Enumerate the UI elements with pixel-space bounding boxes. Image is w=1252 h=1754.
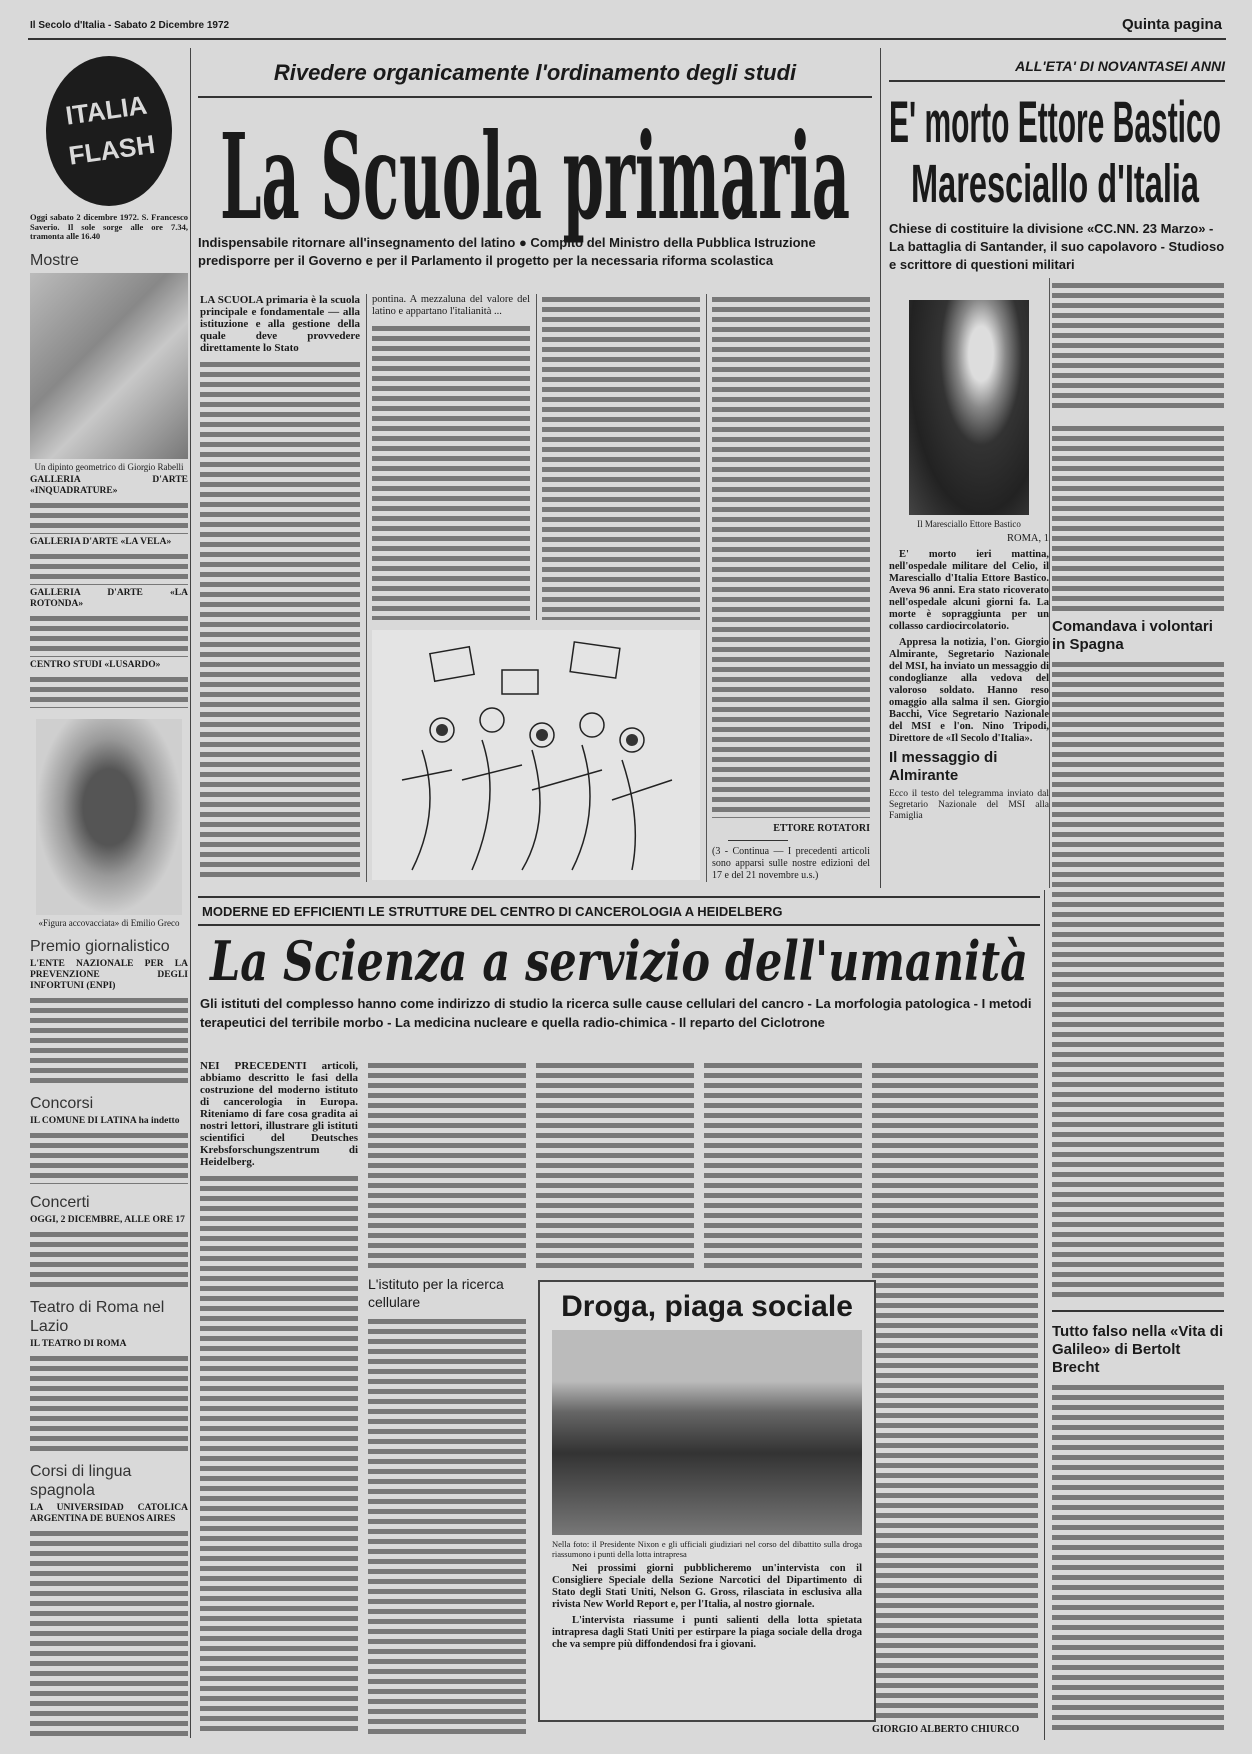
article-kicker: MODERNE ED EFFICIENTI LE STRUTTURE DEL CENTRO DI CANCEROLOGIA A HEIDELBERG [202,904,783,919]
divider [706,294,707,882]
text-block [1052,1382,1224,1732]
divider [1052,1310,1224,1312]
cartoon-illustration [372,630,700,880]
header-rule [28,38,1226,40]
mostre-item: CENTRO STUDI «LUSARDO» [30,659,161,670]
divider [1049,278,1050,888]
article-subtitle: Gli istituti del complesso hanno come indirizzo di studio la ricerca sulle cause cellulari del cancro - La morfologia patologica - I metodi terapeutici del terribile morbo - La medicina nucleare e quella radio-chimica - Il reparto del Ciclotrone [200,996,1032,1030]
text-block [30,1229,188,1289]
column-2 [368,1060,526,1736]
subhead-spagna: Comandava i volontari in Spagna [1052,618,1213,653]
text-block [542,294,700,620]
box-title: Droga, piaga sociale [561,1290,853,1323]
headline-2-wrap [881,148,1227,214]
divider [889,80,1225,82]
bastico-paragraph-1: E' morto ieri mattina, nell'ospedale militare del Celio, il Maresciallo d'Italia Ettore Bastico. Aveva 96 anni. Era stato ricoverato nell'ospedale alcuni giorni fa. La morte è sopraggiunta per un collasso cardiocircolatorio. [889,549,1049,632]
photo-caption: Nella foto: il Presidente Nixon e gli ufficiali giudiziari nel corso del dibattito sulla droga riassumono i punti della lotta intrapresa [552,1539,862,1559]
column-2-text: pontina. A mezzaluna del valore del latino e appartano l'italianità ... [372,294,530,317]
column-3 [542,294,700,620]
italia-flash-logo [46,56,172,206]
text-block [368,1316,526,1736]
divider [198,924,1040,926]
painting-caption: Un dipinto geometrico di Giorgio Rabelli [34,461,184,472]
article-byline: ETTORE ROTATORI [773,823,870,834]
text-block [30,1528,188,1739]
bastico-paragraph-3: Ecco il testo del telegramma inviato dal Segretario Nazionale del MSI alla Famiglia [889,789,1049,821]
column-2 [372,294,530,620]
column-1 [200,1060,358,1736]
logo-text: ITALIA FLASH [63,89,157,171]
text-block [536,1060,694,1270]
teatro-item: IL TEATRO DI ROMA [30,1338,127,1349]
sidebar-italia-flash [28,48,191,1738]
cartoon-drawing [372,630,700,880]
page-label: Quinta pagina [1121,16,1222,33]
subhead-almirante: Il messaggio di Almirante [889,749,998,784]
mostre-item: GALLERIA D'ARTE «INQUADRATURE» [30,474,188,496]
day-info: Oggi sabato 2 dicembre 1972. S. Francesco Saverio. Il sole sorge alle ore 7.34, tramonta alle 16.40 [30,212,188,241]
article-subtitle: Indispensabile ritornare all'insegnamento del latino ● Compito del Ministro della Pubblica Istruzione predisporre per il Governo e per il Parlamento il progetto per la necessaria riforma scolastica [198,235,816,268]
text-block [200,1173,358,1736]
column-5 [872,1060,1038,1736]
text-block [1052,659,1224,1299]
headline-line-1: E' morto Ettore Bastico [889,90,1221,155]
section-title-premio: Premio giornalistico [30,937,170,955]
divider [198,896,1040,898]
headline-wrap [198,930,1040,992]
text-block [200,359,360,882]
mostre-item: GALLERIA D'ARTE «LA ROTONDA» [30,587,188,609]
divider [728,840,788,841]
section-title-concorsi: Concorsi [30,1094,94,1112]
article-headline: La Scuola primaria [220,107,850,246]
box-droga [538,1280,876,1722]
article-note: (3 - Continua — I precedenti articoli sono apparsi sulle nostre edizioni del 17 e del 21 novembre u.s.) [712,846,870,881]
painting-image [30,273,188,459]
text-block [1052,280,1224,410]
article-headline: La Scienza a servizio dell'umanità [208,929,1028,993]
text-block [30,1353,188,1453]
text-block [368,1060,526,1270]
corsi-item: LA UNIVERSIDAD CATOLICA ARGENTINA DE BUENOS AIRES [30,1502,188,1524]
article-lead: LA SCUOLA primaria è la scuola principale e fondamentale — alla istituzione e alla gestione della quale deve provvedere direttamente lo Stato [200,294,360,354]
article-kicker: Rivedere organicamente l'ordinamento degli studi [273,60,797,85]
article-lead: NEI PRECEDENTI articoli, abbiamo descritto le fasi della costruzione del moderno istituto di cancerologia in Europa. Riteniamo di fare cosa gradita ai nostri lettori, illustrare gli istituti scientifici del Deutsches Krebsforschungszentrum di Heidelberg. [200,1060,358,1168]
column-4 [712,294,870,882]
bastico-column-1 [889,300,1049,886]
section-title-teatro: Teatro di Roma nel Lazio [30,1298,165,1335]
sculpture-caption: «Figura accovacciata» di Emilio Greco [38,917,180,928]
right-column [1052,280,1224,1732]
article-kicker: ALL'ETA' DI NOVANTASEI ANNI [1015,58,1225,74]
meeting-photo [552,1330,862,1535]
text-block [372,323,530,620]
text-block [1052,423,1224,613]
bastico-portrait-photo [909,300,1029,515]
sculpture-image [36,719,182,915]
text-block [30,613,188,657]
section-title-mostre: Mostre [30,251,79,269]
text-block [30,995,188,1085]
divider [198,96,872,98]
text-block [30,551,188,585]
subhead-galileo: Tutto falso nella «Vita di Galileo» di Bertolt Brecht [1052,1323,1224,1376]
article-subtitle: Chiese di costituire la divisione «CC.NN. 23 Marzo» - La battaglia di Santander, il suo capolavoro - Studioso e scrittore di questioni militari [889,221,1225,272]
concorsi-item: IL COMUNE DI LATINA ha indetto [30,1115,180,1126]
text-block [30,500,188,534]
article-scuola-primaria [198,48,872,888]
mostre-item: GALLERIA D'ARTE «LA VELA» [30,536,172,547]
text-block [30,674,188,708]
divider [366,294,367,882]
concerti-item: OGGI, 2 DICEMBRE, ALLE ORE 17 [30,1214,185,1225]
divider [1044,890,1045,1740]
dateline: ROMA, 1 [1006,533,1049,544]
headline-wrap [198,104,872,246]
article-byline: GIORGIO ALBERTO CHIURCO [872,1724,1020,1735]
divider [536,294,537,620]
column-1 [200,294,360,882]
bastico-paragraph-2: Appresa la notizia, l'on. Giorgio Almirante, Segretario Nazionale del MSI, ha inviato un messaggio di condoglianze alla vedova del valoroso soldato. Hanno reso omaggio alla salma il sen. Giorgio Bacchi, Vice Segretario Nazionale del MSI e l'on. Nino Tripodi, Direttore de «Il Secolo d'Italia». [889,637,1049,744]
masthead-date: Il Secolo d'Italia - Sabato 2 Dicembre 1972 [30,20,230,31]
droga-paragraph-1: Nei prossimi giorni pubblicheremo un'intervista con il Consigliere Speciale della Sezione Narcotici del Dipartimento di Stato degli Stati Uniti, Nelson G. Gross, rilasciata in esclusiva alla rivista New World Report e, per l'Italia, al nostro giornale. [552,1563,862,1610]
subhead-ricerca-cellulare: L'istituto per la ricerca cellulare [368,1276,504,1310]
text-block [712,294,870,818]
headline-line-2: Maresciallo d'Italia [911,154,1200,214]
droga-paragraph-2: L'intervista riassume i punti salienti della lotta spietata intrapresa dagli Stati Uniti per estirpare la piaga sociale della droga che va sempre più diffondendosi fra i giovani. [552,1615,862,1650]
text-block [30,1130,188,1184]
section-title-concerti: Concerti [30,1193,90,1211]
section-title-corsi: Corsi di lingua spagnola [30,1462,132,1499]
text-block [704,1060,862,1270]
text-block [872,1060,1038,1719]
premio-item: L'ENTE NAZIONALE PER LA PREVENZIONE DEGLI INFORTUNI (ENPI) [30,958,188,991]
photo-caption: Il Maresciallo Ettore Bastico [917,519,1021,529]
headline-1-wrap [881,88,1227,155]
